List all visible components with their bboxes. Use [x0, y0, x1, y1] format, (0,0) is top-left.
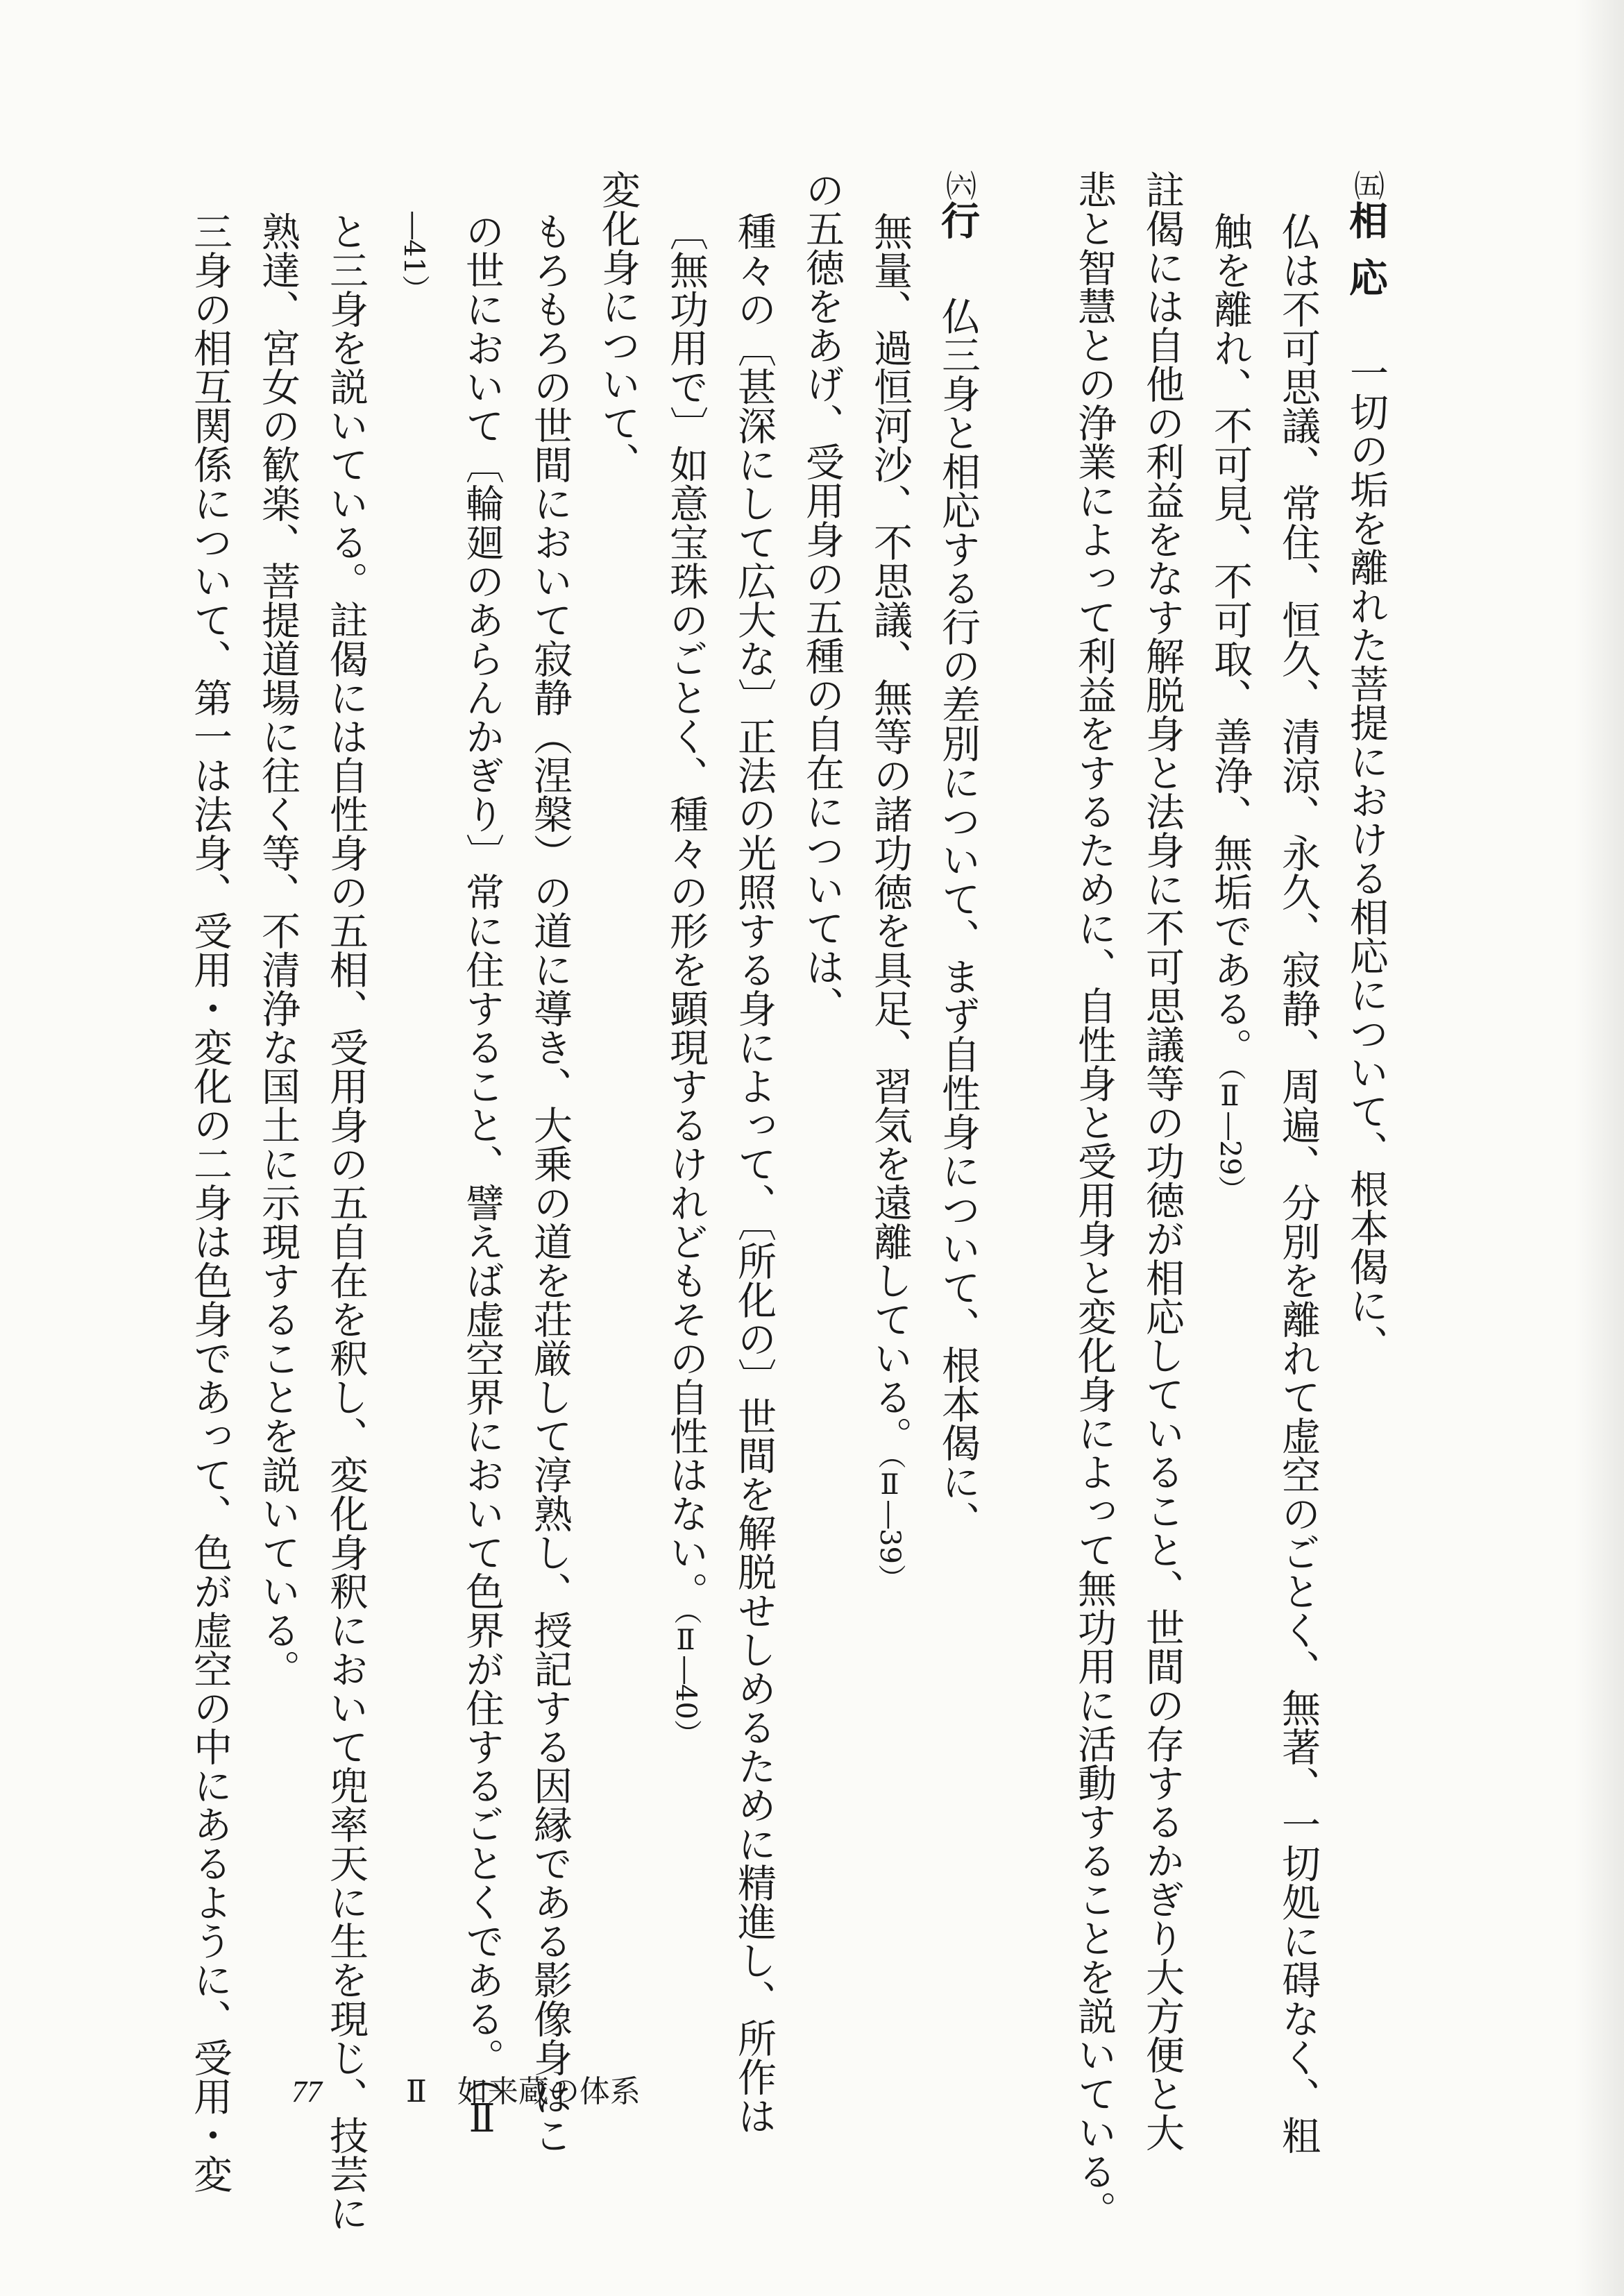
commentary-line-3 — [323, 212, 369, 2232]
verse-line-3 — [868, 212, 913, 1592]
verse-line-6 — [527, 212, 573, 2154]
section-5-number: ㈤ — [1348, 170, 1384, 201]
verse-line-1 — [1276, 212, 1321, 2154]
commentary-text: 註偈には自他の利益をなす解脱身と法身に不可思議等の功徳が相応していること、世間の存するかぎり大方便と大 — [1140, 170, 1185, 2152]
verse-text: の世において〔輪廻のあらんかぎり〕常に住すること、譬えば虚空界において色界が住するごとくである。（Ⅱ — [459, 212, 505, 2141]
verse-text: もろもろの世間において寂静（涅槃）の道に導き、大乗の道を荘厳して淳熟し、授記する因縁である影像身はこ — [527, 212, 573, 2154]
commentary-text: 熟達、宮女の歓楽、菩提道場に往く等、不清浄な国土に示現することを説いている。 — [255, 212, 301, 1688]
body-line — [800, 170, 845, 1025]
section-5-heading — [1343, 170, 1389, 1363]
verse-reference: ―41） — [398, 212, 430, 303]
commentary-text: 三身の相互関係について、第一は法身、受用・変化の二身は色身であって、色が虚空の中にあるように、受用・変 — [187, 212, 232, 2193]
commentary-text: と三身を説いている。註偈には自性身の五相、受用身の五自在を釈し、変化身釈において兜率天に生を現じ、技芸に — [323, 212, 369, 2232]
commentary-text: 悲と智慧との浄業によって利益をするために、自性身と受用身と変化身によって無功用に活動することを説いている。 — [1072, 170, 1117, 2229]
body-text: 変化身について、 — [595, 170, 641, 481]
body-line — [595, 170, 641, 481]
page-number: 77 — [291, 2075, 322, 2109]
verse-text: 仏は不可思議、常住、恒久、清涼、永久、寂静、周遍、分別を離れて虚空のごとく、無著、一切処に碍なく、粗 — [1276, 212, 1321, 2154]
commentary-line-2 — [1072, 170, 1117, 2229]
section-5-label: 相応 — [1343, 201, 1389, 314]
commentary-line-5 — [187, 212, 232, 2193]
verse-reference: （Ⅱ―29） — [1214, 1066, 1246, 1203]
verse-text: 〔無功用で〕如意宝珠のごとく、種々の形を顕現するけれどもその自性はない。 — [663, 212, 709, 1610]
verse-text: 触を離れ、不可見、不可取、善浄、無垢である。 — [1208, 212, 1253, 1066]
verse-line-4 — [731, 212, 777, 2135]
scan-edge-shading — [1575, 0, 1624, 2296]
section-6-label: 行 — [935, 201, 981, 257]
verse-line-2 — [1208, 212, 1253, 1203]
section-5-intro-text: 一切の垢を離れた菩提における相応について、根本偈に、 — [1344, 353, 1389, 1363]
verse-reference: （Ⅱ―40） — [670, 1610, 702, 1747]
body-text: の五徳をあげ、受用身の五種の自在については、 — [800, 170, 845, 1025]
verse-text: 無量、過恒河沙、不思議、無等の諸功徳を具足、習気を遠離している。 — [868, 212, 913, 1455]
verse-text: 種々の〔甚深にして広大な〕正法の光照する身によって、〔所化の〕世間を解脱せしめるために精進し、所作は — [731, 212, 777, 2135]
verse-reference: （Ⅱ―39） — [874, 1455, 906, 1592]
verse-line-7 — [459, 212, 505, 2141]
section-6-intro-text: 仏三身と相応する行の差別について、まず自性身について、根本偈に、 — [936, 296, 981, 1540]
verse-line-5 — [663, 212, 709, 1747]
commentary-line-1 — [1140, 170, 1185, 2152]
running-title: Ⅱ 如来蔵の体系 — [406, 2074, 641, 2109]
verse-line-8 — [394, 212, 433, 303]
section-6-number: ㈥ — [940, 170, 976, 201]
commentary-line-4 — [255, 212, 301, 1688]
section-6-heading — [935, 170, 981, 1540]
